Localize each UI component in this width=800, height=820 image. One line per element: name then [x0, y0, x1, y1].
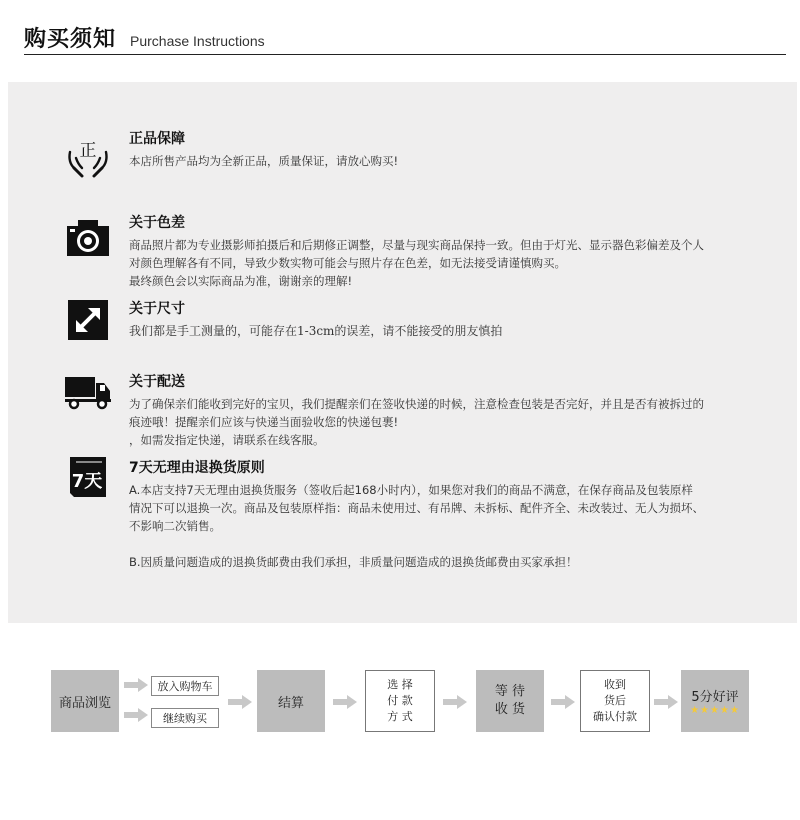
arrow-right-icon	[124, 678, 148, 692]
step-line: 选 择	[387, 678, 413, 691]
step-checkout: 结算	[257, 670, 325, 732]
page-title: 购买须知	[24, 27, 117, 52]
body-line: 最终颜色会以实际商品为准，谢谢亲的理解!	[129, 274, 353, 288]
body-line: ，如需发指定快递，请联系在线客服。	[129, 433, 325, 447]
section-body	[129, 395, 759, 449]
genuine-hands-icon	[64, 132, 112, 180]
section-title: 7天无理由退换货原则	[129, 460, 265, 476]
delivery-truck-icon	[64, 367, 112, 415]
resize-arrow-icon	[64, 296, 112, 344]
step-confirm	[580, 670, 650, 732]
step-line: 收到	[604, 678, 626, 691]
step-add-cart: 放入购物车	[151, 676, 219, 696]
arrow-right-icon	[654, 695, 678, 709]
section-title: 关于配送	[129, 374, 185, 390]
step-line: 确认付款	[593, 710, 637, 723]
step-review	[681, 670, 749, 732]
body-line: 对颜色理解各有不同，导致少数实物可能会与照片存在色差，如无法接受请谨慎购买。	[129, 256, 566, 270]
step-line: 货后	[604, 694, 626, 707]
section-title: 关于尺寸	[129, 301, 185, 317]
section-body	[129, 322, 759, 340]
step-line: 收 货	[494, 702, 526, 717]
section-title: 关于色差	[129, 215, 185, 231]
step-line: 方 式	[387, 710, 413, 723]
body-line: 商品照片都为专业摄影师拍摄后和后期修正调整，尽量与现实商品保持一致。但由于灯光、显示器色彩偏差及个人	[129, 238, 704, 252]
section-body	[129, 236, 759, 290]
svg-text:正: 正	[79, 141, 97, 161]
step-continue: 继续购买	[151, 708, 219, 728]
body-line: 我们都是手工测量的，可能存在1-3cm的误差，请不能接受的朋友慎拍	[129, 324, 503, 338]
arrow-right-icon	[443, 695, 467, 709]
body-note: B.因质量问题造成的退换货邮费由我们承担，非质量问题造成的退换货邮费由买家承担！	[129, 555, 578, 569]
star-rating-icon: ★★★★★	[690, 704, 740, 716]
body-line: 不影响二次销售。	[129, 519, 221, 533]
page-header	[24, 26, 786, 55]
step-wait	[476, 670, 544, 732]
step-line: 付 款	[387, 694, 413, 707]
section-body	[129, 152, 759, 170]
section-title: 正品保障	[129, 131, 185, 147]
body-line: 情况下可以退换一次。商品及包装原样指：商品未使用过、有吊牌、未拆标、配件齐全、未改装过、无人为损坏、	[129, 501, 704, 515]
arrow-right-icon	[551, 695, 575, 709]
body-line: A.本店支持7天无理由退换货服务（签收后起168小时内），如果您对我们的商品不满意，在保存商品及包装原样	[129, 483, 693, 497]
step-line: 等 待	[494, 684, 526, 699]
body-line: 痕迹哦！提醒亲们应该与快递当面验收您的快递包裹!	[129, 415, 399, 429]
calendar-label: 7天	[71, 471, 103, 492]
step-browse: 商品浏览	[51, 670, 119, 732]
arrow-right-icon	[124, 708, 148, 722]
step-review-label: 5分好评	[691, 689, 739, 705]
body-line: 本店所售产品均为全新正品，质量保证，请放心购买!	[129, 154, 399, 168]
arrow-right-icon	[228, 695, 252, 709]
step-payment	[365, 670, 435, 732]
page-subtitle: Purchase Instructions	[130, 33, 265, 49]
body-line: 为了确保亲们能收到完好的宝贝，我们提醒亲们在签收快递的时候，注意检查包装是否完好，并且是否有被拆过的	[129, 397, 704, 411]
camera-icon	[64, 214, 112, 262]
arrow-right-icon	[333, 695, 357, 709]
section-body	[129, 481, 759, 571]
seven-day-calendar-icon	[64, 453, 112, 501]
instructions-panel	[8, 82, 797, 623]
